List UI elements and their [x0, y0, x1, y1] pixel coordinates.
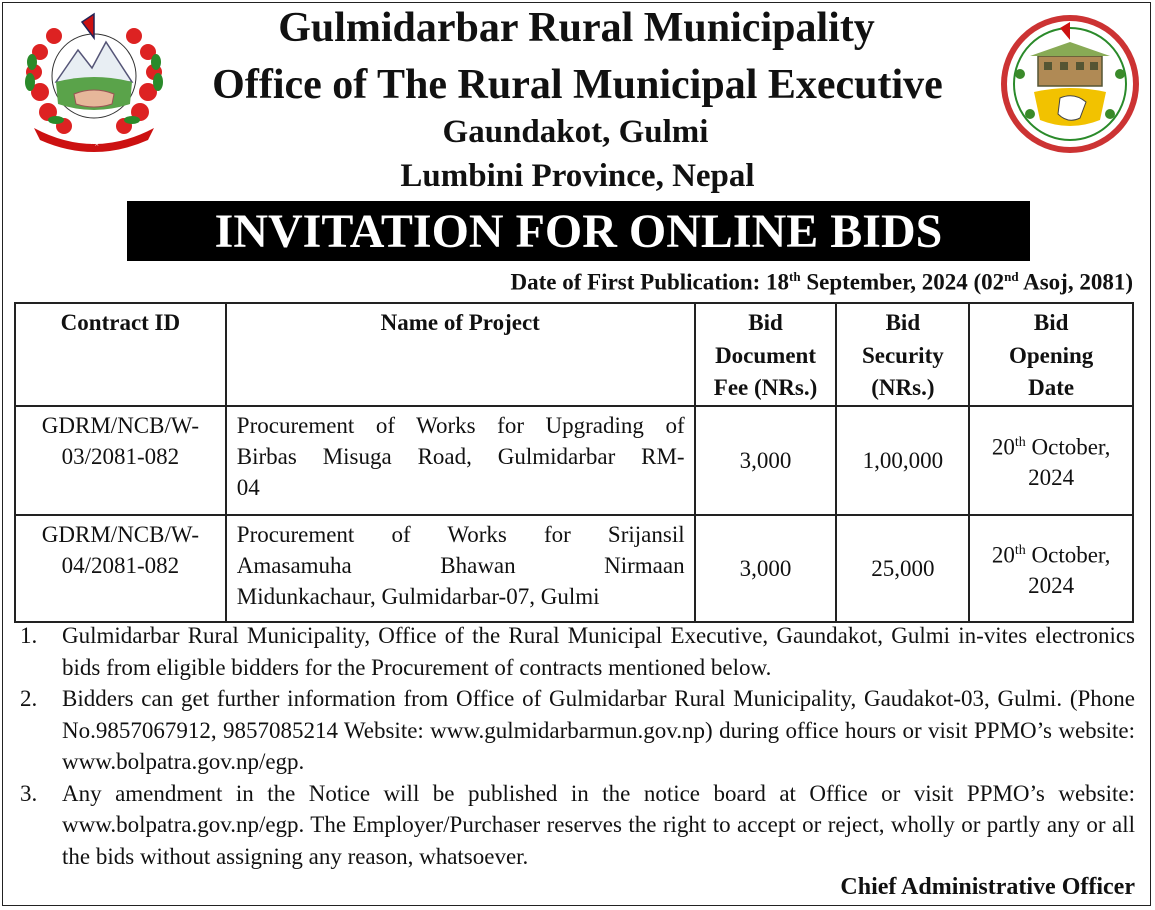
list-item: 3. Any amendment in the Notice will be published in the notice board at Office or visit PPMO’s website: www.bolpatra.gov.np/egp. The Employer/Purchaser reserves the right to accept or reject, wholly or partly any or all the bids without assigning any reason, whatsoever. — [20, 780, 1135, 869]
opening-date-cell: 20th October, 2024 — [969, 406, 1133, 515]
notice-title-banner: INVITATION FOR ONLINE BIDS — [127, 201, 1030, 261]
note-text: Any amendment in the Notice will be published in the notice board at Office or visit PPMO’s website: www.bolpatra.gov.np/egp. The Employer/Purchaser reserves the right to accept or reject, wholly or partly any or all the bids without assigning any reason, whatsoever. — [62, 780, 1135, 869]
publication-middle: September, 2024 (02 — [800, 269, 1005, 295]
bid-security-cell: 25,000 — [836, 515, 969, 622]
header-security: Bid Security (NRs.) — [836, 303, 969, 406]
office-name: Office of The Rural Municipal Executive — [212, 62, 943, 108]
header-project: Name of Project — [226, 303, 695, 406]
header-opening-date: Bid Opening Date — [969, 303, 1133, 406]
project-name-cell: Procurement of Works for Srijansil Amasamuha Bhawan Nirmaan Midunkachaur, Gulmidarbar-07, Gulmi — [226, 515, 695, 622]
project-name-cell: Procurement of Works for Upgrading of Birbas Misuga Road, Gulmidarbar RM- 04 — [226, 406, 695, 515]
publication-prefix: Date of First Publication: 18 — [510, 269, 790, 295]
header-fee: Bid Document Fee (NRs.) — [695, 303, 837, 406]
notes-list — [20, 620, 1135, 872]
table-row — [15, 515, 1133, 622]
province-country: Lumbini Province, Nepal — [400, 158, 755, 194]
publication-suffix: Asoj, 2081) — [1018, 269, 1133, 295]
opening-date-cell: 20th October, 2024 — [969, 515, 1133, 622]
table-header-row — [15, 303, 1133, 406]
signatory-title: Chief Administrative Officer — [840, 874, 1135, 900]
bid-security-cell: 1,00,000 — [836, 406, 969, 515]
bid-fee-cell: 3,000 — [695, 406, 837, 515]
table-row — [15, 406, 1133, 515]
bid-fee-cell: 3,000 — [695, 515, 837, 622]
publication-sup1: th — [789, 269, 801, 284]
bids-table — [14, 302, 1134, 623]
municipality-name: Gulmidarbar Rural Municipality — [278, 5, 875, 51]
office-location: Gaundakot, Gulmi — [442, 114, 709, 150]
list-item: 1. Gulmidarbar Rural Municipality, Office of the Rural Municipal Executive, Gaundakot, Gulmi in-vites electronics bids from eligible bidders for the Procurement of contracts mentioned below. — [20, 623, 1135, 680]
contract-id-cell: GDRM/NCB/W- 04/2081-082 — [15, 515, 226, 622]
svg-text:राष्ट्र: राष्ट्र — [88, 137, 100, 146]
note-text: Bidders can get further information from Office of Gulmidarbar Rural Municipality, Gaudakot-03, Gulmi. (Phone No.9857067912, 9857085214 Website: www.gulmidarbarmun.gov.np) during office hours or visit PPMO’s website: www.bolpatra.gov.np/egp. — [62, 686, 1135, 774]
header-contract-id: Contract ID — [15, 303, 226, 406]
contract-id-cell: GDRM/NCB/W- 03/2081-082 — [15, 406, 226, 515]
list-item: 2. Bidders can get further information from Office of Gulmidarbar Rural Municipality, Gaudakot-03, Gulmi. (Phone No.9857067912, 9857085214 Website: www.gulmidarbarmun.gov.np) during office hours or visit PPMO’s website: www.bolpatra.gov.np/egp. — [20, 686, 1135, 774]
publication-date — [511, 269, 1134, 296]
publication-sup2: nd — [1004, 269, 1019, 284]
note-text: Gulmidarbar Rural Municipality, Office of the Rural Municipal Executive, Gaundakot, Gulmi in-vites electronics bids from eligible bidders for the Procurement of contracts mentioned below. — [62, 623, 1135, 680]
